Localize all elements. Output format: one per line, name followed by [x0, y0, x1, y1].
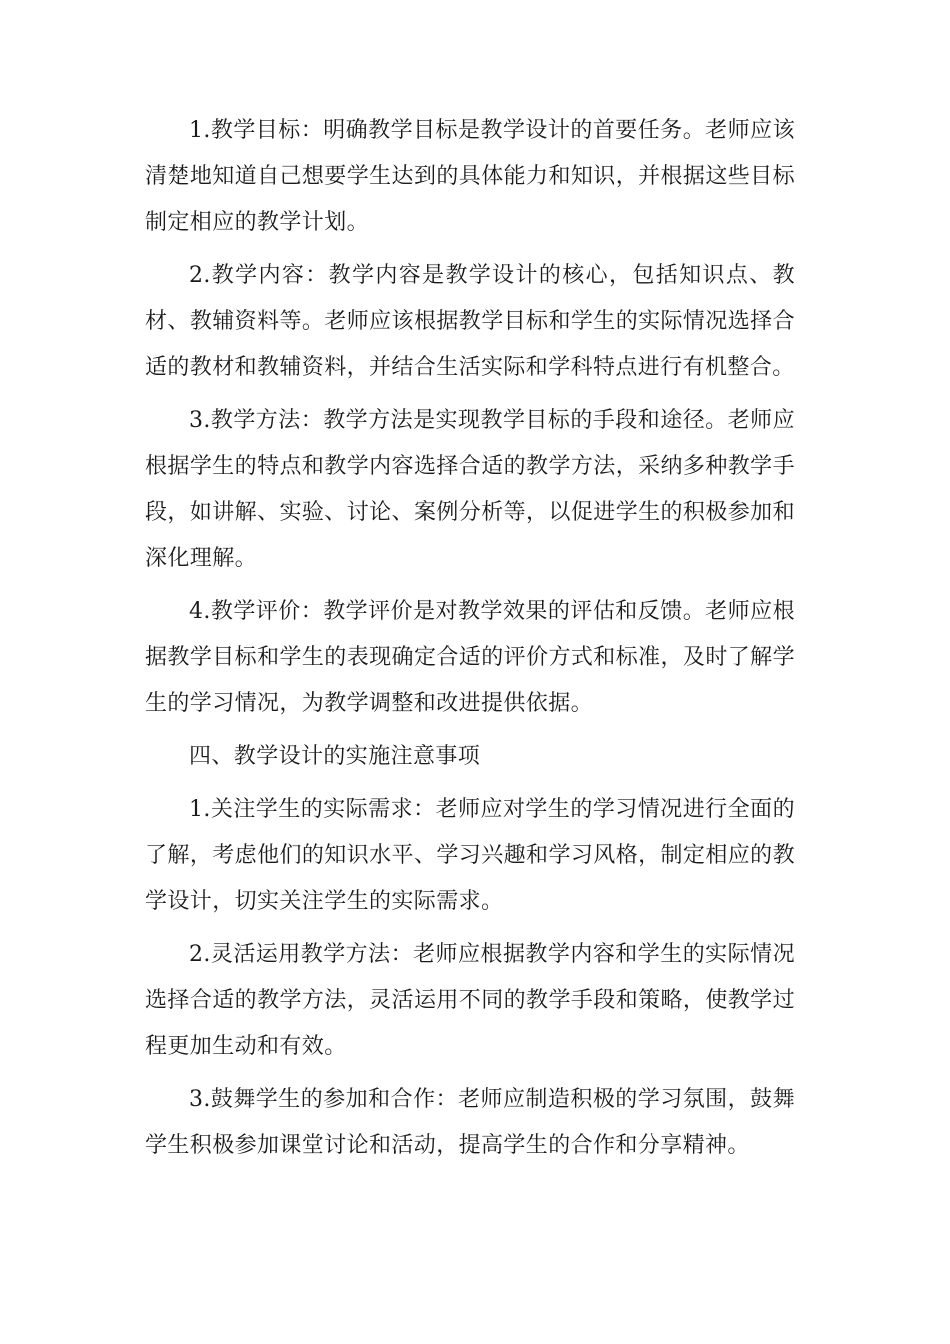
- section-heading: 四、教学设计的实施注意事项: [189, 744, 481, 769]
- document-body: [145, 108, 795, 1176]
- paragraph-teaching-methods: 3.教学方法：教学方法是实现教学目标的手段和途径。老师应根据学生的特点和教学内容选择合适的教学方法，采纳多种教学手段，如讲解、实验、讨论、案例分析等，以促进学生的积极参加和深化理解。: [145, 408, 795, 571]
- paragraph-teaching-evaluation: 4.教学评价：教学评价是对教学效果的评估和反馈。老师应根据教学目标和学生的表现确定合适的评价方式和标准，及时了解学生的学习情况，为教学调整和改进提供依据。: [145, 599, 795, 716]
- paragraph-flexible-methods: 2.灵活运用教学方法：老师应根据教学内容和学生的实际情况选择合适的教学方法，灵活运用不同的教学手段和策略，使教学过程更加生动和有效。: [145, 942, 795, 1059]
- paragraph-teaching-objectives: 1.教学目标：明确教学目标是教学设计的首要任务。老师应该清楚地知道自己想要学生达到的具体能力和知识，并根据这些目标制定相应的教学计划。: [145, 118, 795, 235]
- paragraph-teaching-content: 2.教学内容：教学内容是教学设计的核心，包括知识点、教材、教辅资料等。老师应该根据教学目标和学生的实际情况选择合适的教材和教辅资料，并结合生活实际和学科特点进行有机整合。: [145, 263, 795, 380]
- paragraph-student-needs: 1.关注学生的实际需求：老师应对学生的学习情况进行全面的了解，考虑他们的知识水平、学习兴趣和学习风格，制定相应的教学设计，切实关注学生的实际需求。: [145, 797, 795, 914]
- paragraph-participation: 3.鼓舞学生的参加和合作：老师应制造积极的学习氛围，鼓舞学生积极参加课堂讨论和活动，提高学生的合作和分享精神。: [145, 1087, 795, 1158]
